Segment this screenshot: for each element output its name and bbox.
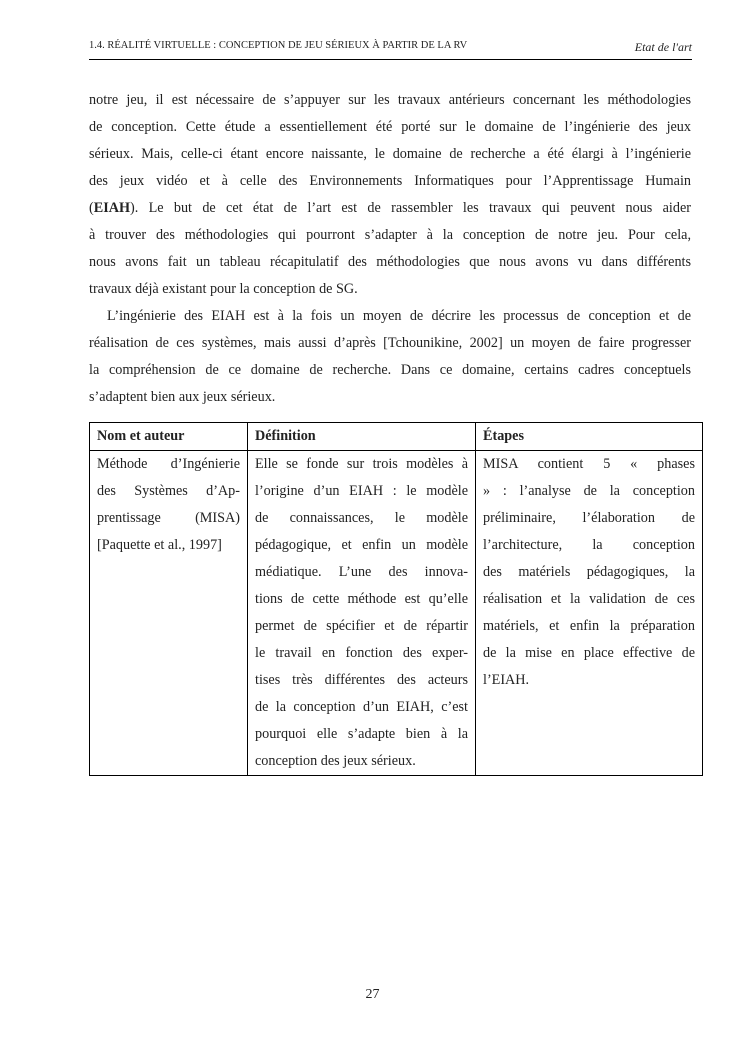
running-header <box>89 40 692 60</box>
body-text <box>89 89 691 413</box>
section-title: 1.4. RÉALITÉ VIRTUELLE : CONCEPTION DE JEU SÉRIEUX À PARTIR DE LA RV <box>89 40 468 51</box>
text-line: notre jeu, il est nécessaire de s’appuyer sur les travaux antérieurs concernant les méthodologies <box>89 92 691 108</box>
table-cell <box>90 451 248 776</box>
text-line: réalisation et la validation de ces <box>483 591 695 607</box>
text-line: de la conception d’un EIAH, c’est <box>255 699 468 715</box>
text-line: le travail en fonction des exper- <box>255 645 468 661</box>
text-line: travaux déjà existant pour la conception de SG. <box>89 281 358 297</box>
text-line <box>89 197 691 224</box>
text-line: de la mise en place effective de <box>483 645 695 661</box>
text-line: l’EIAH. <box>483 672 530 688</box>
text-line: réalisation de ces systèmes, mais aussi d’après [Tchounikine, 2002] un moyen de faire progresser <box>89 335 691 351</box>
text-line: [Paquette et al., 1997] <box>97 537 222 553</box>
text-line: Elle se fonde sur trois modèles à <box>255 456 468 472</box>
text-line: des Systèmes d’Ap- <box>97 483 240 499</box>
text-line: permet de spécifier et de répartir <box>255 618 468 634</box>
acronym-bold: EIAH <box>93 200 130 216</box>
chapter-title: Etat de l'art <box>634 40 692 54</box>
text-line: pédagogique, et enfin un modèle <box>255 537 468 553</box>
paragraph <box>89 89 691 305</box>
table-cell <box>248 451 476 776</box>
text-line: pourquoi elle s’adapte bien à la <box>255 726 468 742</box>
text-line: » : l’analyse de la conception <box>483 483 695 499</box>
text-line: des matériels pédagogiques, la <box>483 564 695 580</box>
text-fragment: ( <box>89 200 94 216</box>
text-line: l’architecture, la conception <box>483 537 695 553</box>
text-line: tises très différentes des acteurs <box>255 672 468 688</box>
text-line: matériels, et enfin la préparation <box>483 618 695 634</box>
text-fragment: ). Le but de cet état de l’art est de rassembler les travaux qui peuvent nous aider <box>130 200 691 216</box>
table-header-row <box>90 423 703 451</box>
text-line: à trouver des méthodologies qui pourront s’adapter à la conception de notre jeu. Pour cela, <box>89 227 691 243</box>
text-line: Méthode d’Ingénierie <box>97 456 240 472</box>
table-cell <box>476 451 703 776</box>
text-line: l’origine d’un EIAH : le modèle <box>255 483 468 499</box>
text-line: de conception. Cette étude a essentiellement été porté sur le domaine de l’ingénierie des jeux <box>89 119 691 135</box>
text-line: nous avons fait un tableau récapitulatif des méthodologies que nous avons vu dans différents <box>89 254 691 270</box>
text-line: préliminaire, l’élaboration de <box>483 510 695 526</box>
table-row <box>90 451 703 776</box>
text-line: la compréhension de ce domaine de recherche. Dans ce domaine, certains cadres conceptuels <box>89 362 691 378</box>
text-line: de connaissances, le modèle <box>255 510 468 526</box>
text-line: prentissage (MISA) <box>97 510 240 526</box>
text-line: tions de cette méthode est qu’elle <box>255 591 468 607</box>
text-line: médiatique. L’une des innova- <box>255 564 468 580</box>
column-header: Nom et auteur <box>90 423 248 451</box>
column-header: Étapes <box>476 423 703 451</box>
text-line: conception des jeux sérieux. <box>255 753 416 769</box>
column-header: Définition <box>248 423 476 451</box>
text-line: L’ingénierie des EIAH est à la fois un moyen de décrire les processus de conception et de <box>107 308 691 324</box>
paragraph <box>89 305 691 413</box>
text-line: s’adaptent bien aux jeux sérieux. <box>89 389 276 405</box>
page-number: 27 <box>365 987 380 1002</box>
text-line: des jeux vidéo et à celle des Environnements Informatiques pour l’Apprentissage Humain <box>89 173 691 189</box>
text-line: MISA contient 5 « phases <box>483 456 695 472</box>
text-line: sérieux. Mais, celle-ci étant encore naissante, le domaine de recherche a été élargi à l’ingénierie <box>89 146 691 162</box>
methodology-table <box>89 422 703 776</box>
